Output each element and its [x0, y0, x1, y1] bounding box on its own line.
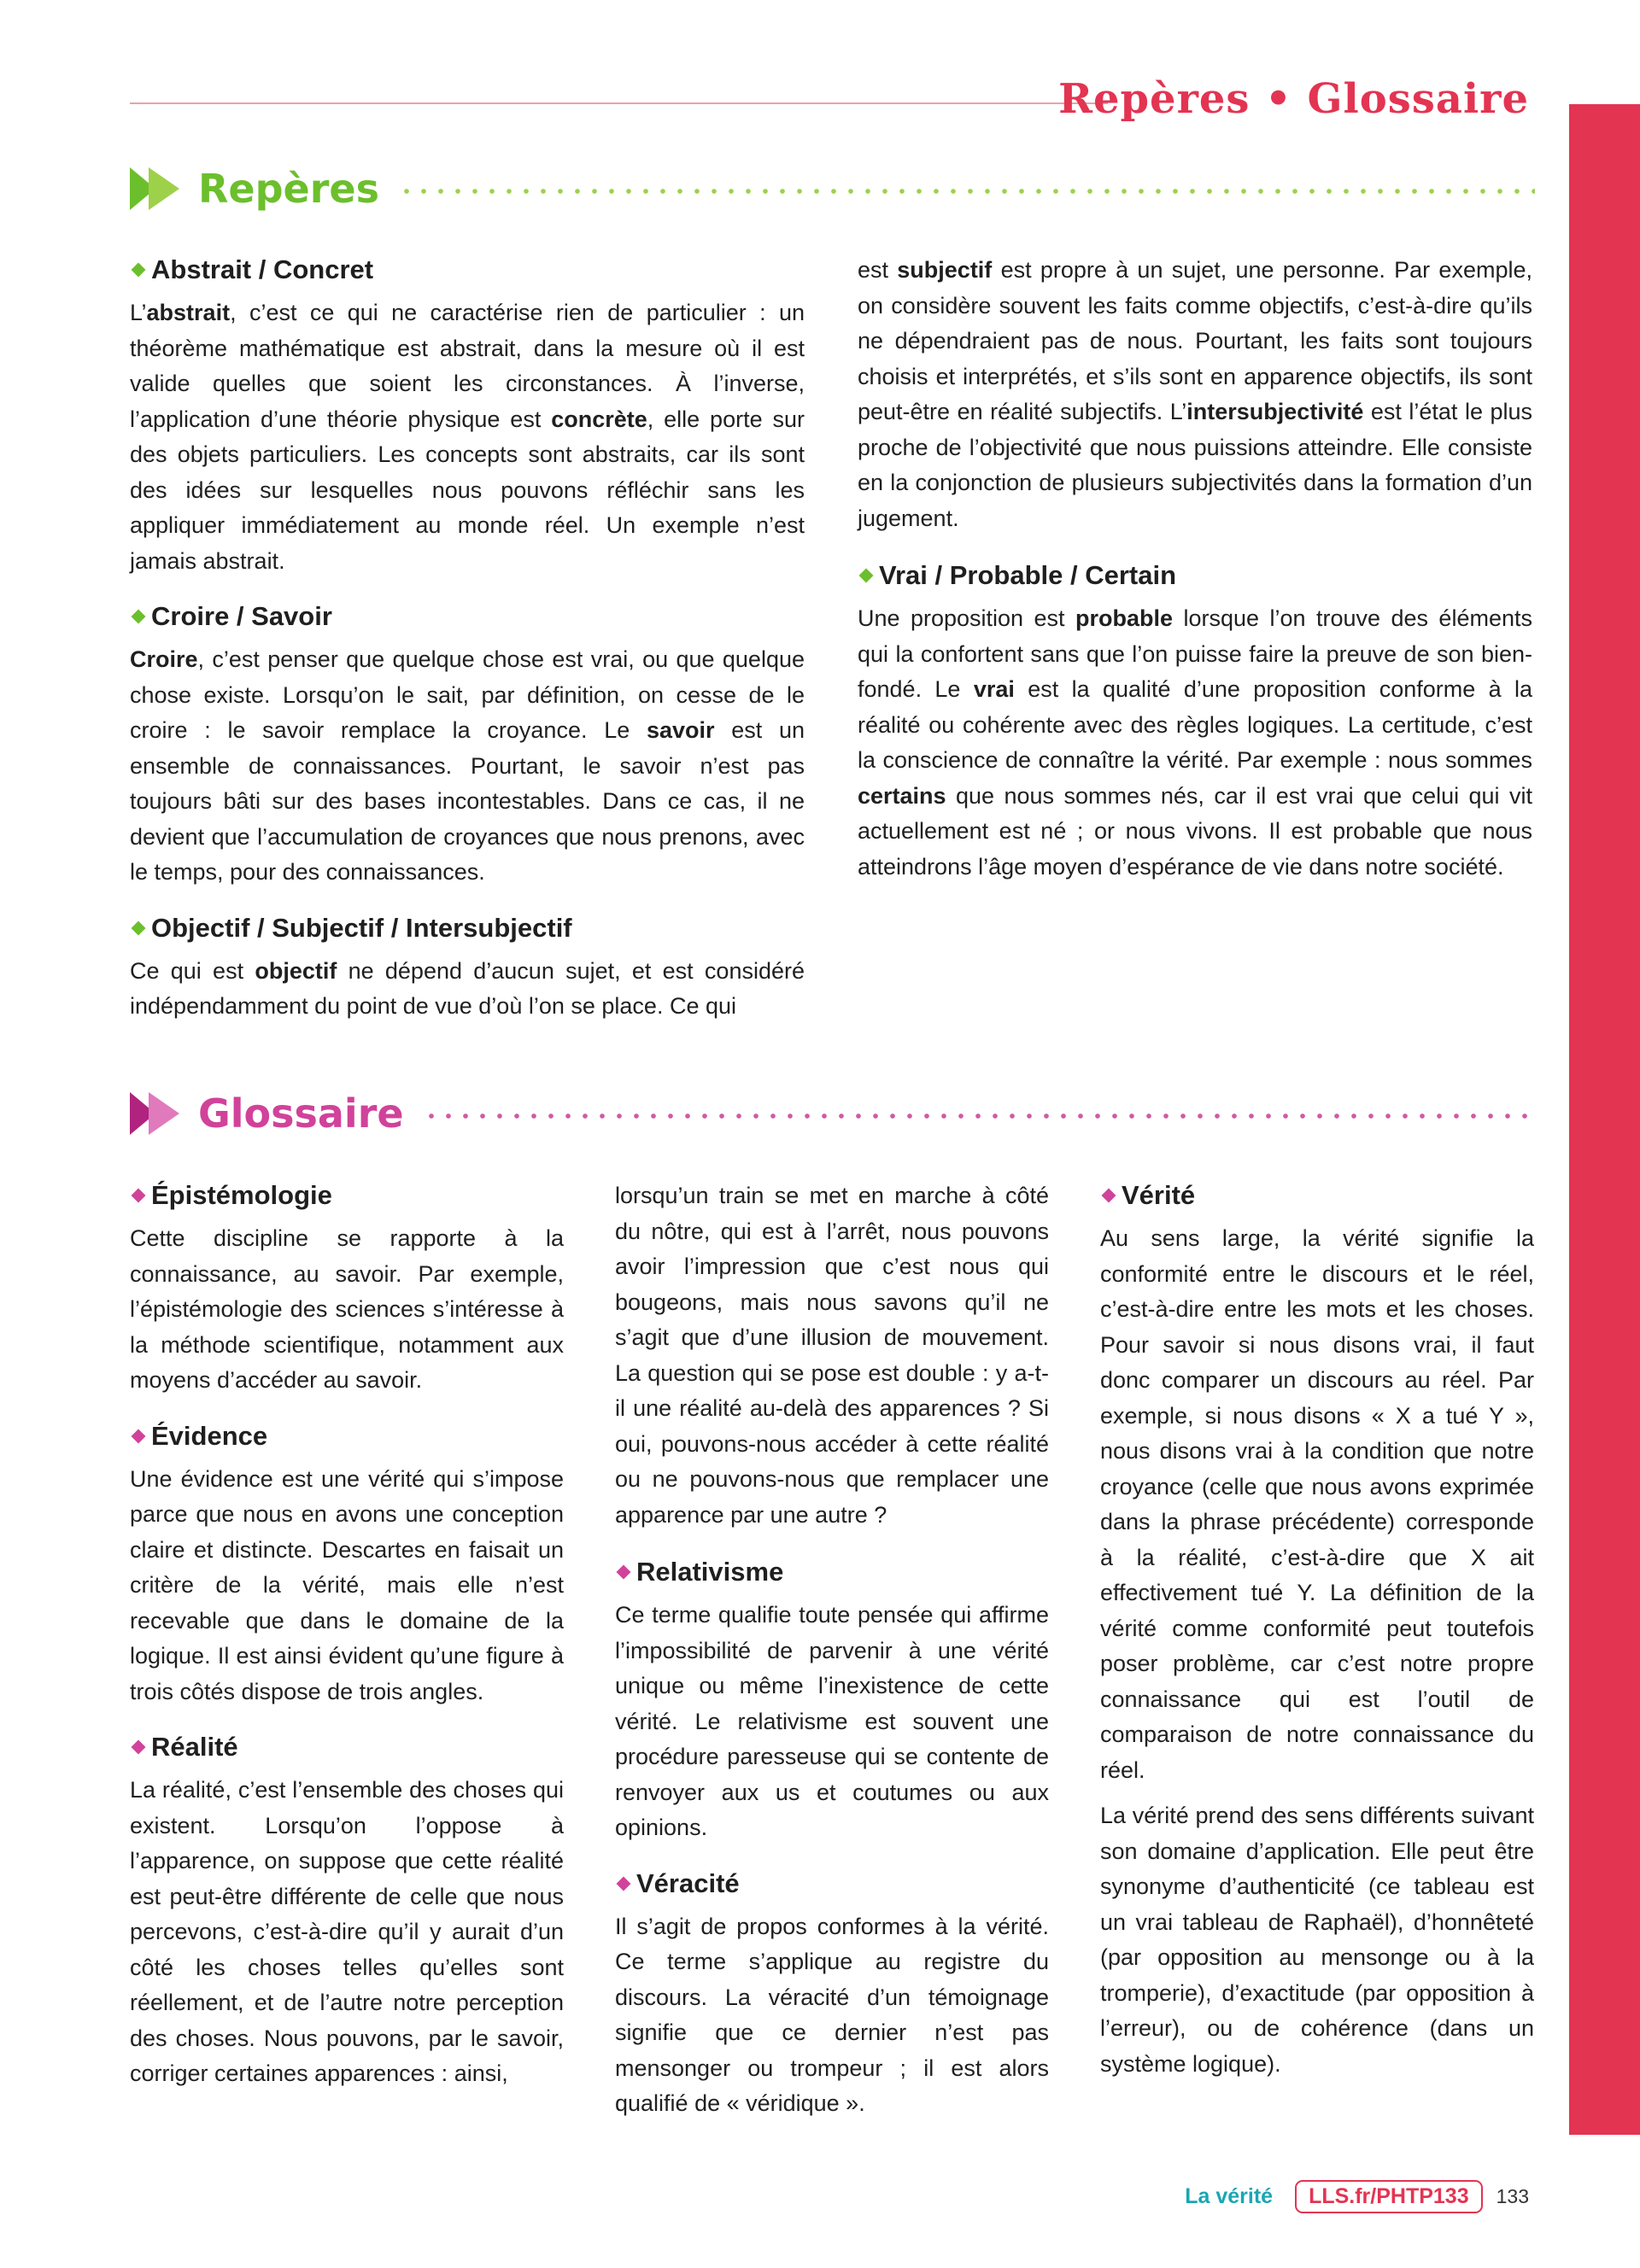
chapter-name: La vérité	[1185, 2184, 1274, 2208]
definition-text: Au sens large, la vérité signifie la conformité entre le discours et le réel, c’est-à-dire entre les mots et les choses. Pour savoir si nous disons vrai, il faut donc comparer un discours au réel. Par exemple, si nous disons « X a tué Y », nous disons vrai à la condition que notre croyance (celle que nous avons exprimée dans la phrase précédente) corresponde à la réalité, c’est-à-dire que X ait effectivement tué Y. La définition de la vérité comme conformité peut toutefois poser problème, car c’est notre propre connaissance qui est l’outil de comparaison de notre connaissance du réel.	[1100, 1225, 1534, 1783]
definition-text: La réalité, c’est l’ensemble des choses qui existent. Lorsqu’on l’oppose à l’apparence, on suppose que cette réalité est peut-être différente de celle que nous percevons, c’est-à-dire qu’il y aurait d’un côté les choses telles qu’elles sont réellement, et de l’autre notre perception des choses. Nous pouvons, par le savoir, corriger certaines apparences : ainsi,	[130, 1777, 564, 2086]
term-title: Objectif / Subjectif / Intersubjectif	[151, 912, 572, 943]
keyword: vrai	[973, 676, 1015, 702]
entry-vrai-probable-certain	[858, 558, 1532, 885]
keyword: concrète	[551, 406, 647, 432]
keyword: subjectif	[897, 257, 993, 283]
diamond-bullet-icon	[1102, 1189, 1116, 1203]
definition-text: Une proposition est probable lorsque l’on trouve des éléments qui la confortent sans que l’on puisse faire la preuve de son bien-fondé. Le vrai est la qualité d’une proposition conforme à la réalité ou cohérente avec des règles logiques. La certitude, c’est la conscience de connaître la vérité. Par exemple : nous sommes certains que nous sommes nés, car il est vrai que celui qui vit actuellement est né ; or nous vivons. Il est probable que nous atteindrons l’âge moyen d’espérance de vie dans notre société.	[858, 605, 1532, 880]
entry-veracite	[615, 1867, 1049, 2122]
diamond-bullet-icon	[132, 921, 146, 935]
entry-abstrait-concret	[130, 253, 805, 579]
definition-text-continued: est subjectif est propre à un sujet, une personne. Par exemple, on considère souvent les faits comme objectifs, c’est-à-dire qu’ils ne dépendraient pas de nous. Pourtant, les faits sont toujours choisis et interprétés, et s’ils sont en apparence objectifs, ils sont peut-être en réalité subjectifs. L’intersubjectivité est l’état le plus proche de l’objectivité que nous puissions atteindre. Elle consiste en la conjonction de plusieurs subjectivités dans la formation d’un jugement.	[858, 257, 1532, 531]
definition-text: Il s’agit de propos conformes à la vérité. Ce terme s’applique au registre du discours. La véracité d’un témoignage signifie que ce dernier n’est pas mensonger ou trompeur ; il est alors qualifié de « véridique ».	[615, 1913, 1049, 2116]
glossaire-column-3	[1100, 1178, 1534, 2082]
definition-text: Croire, c’est penser que quelque chose est vrai, ou que quelque chose existe. Lorsqu’on le sait, par définition, on cesse de le croire : le savoir remplace la croyance. Le savoir est un ensemble de connaissances. Pourtant, le savoir n’est pas toujours bâti sur des bases incontestables. Dans ce cas, il ne devient que l’accumulation de croyances que nous prenons, avec le temps, pour des connaissances.	[130, 646, 805, 885]
term-title: Évidence	[151, 1420, 268, 1451]
dotted-leader	[398, 189, 1535, 194]
diamond-bullet-icon	[132, 1740, 146, 1755]
diamond-bullet-icon	[617, 1565, 631, 1580]
term-title: Véracité	[636, 1868, 740, 1898]
page-footer	[1185, 2180, 1529, 2213]
term-title: Croire / Savoir	[151, 601, 332, 631]
diamond-bullet-icon	[132, 263, 146, 278]
definition-text: L’abstrait, c’est ce qui ne caractérise rien de particulier : un théorème mathématique est abstrait, dans la mesure où il est valide quelles que soient les circonstances. À l’inverse, l’application d’une théorie physique est concrète, elle porte sur des objets particuliers. Les concepts sont abstraits, car ils sont des idées sur lesquelles nous pouvons réfléchir sans les appliquer immédiatement au monde réel. Un exemple n’est jamais abstrait.	[130, 300, 805, 574]
glossaire-heading	[130, 1084, 1535, 1143]
reperes-heading	[130, 159, 1535, 219]
glossaire-column-1	[130, 1178, 564, 2092]
double-arrow-icon	[130, 166, 186, 212]
double-arrow-icon	[130, 1090, 186, 1137]
diamond-bullet-icon	[617, 1876, 631, 1891]
dotted-leader	[423, 1114, 1535, 1119]
definition-text: La vérité prend des sens différents suivant son domaine d’application. Elle peut être synonyme d’authenticité (ce tableau est un vrai tableau de Raphaël), d’honnêteté (par opposition au mensonge ou à la tromperie), d’exactitude (par opposition à l’erreur), ou de cohérence (dans un système logique).	[1100, 1803, 1534, 2077]
term-title: Relativisme	[636, 1557, 784, 1587]
term-title: Réalité	[151, 1732, 238, 1762]
entry-objectif-subjectif	[130, 911, 805, 1025]
running-title: Repères • Glossaire	[1058, 75, 1529, 123]
page-number: 133	[1496, 2185, 1529, 2207]
definition-text: Une évidence est une vérité qui s’impose parce que nous en avons une conception claire et distincte. Descartes en faisait un critère de la vérité, mais elle n’est recevable que dans le domaine de la logique. Il est ainsi évident qu’une figure à trois côtés dispose de trois angles.	[130, 1465, 564, 1704]
chapter-side-tab	[1569, 104, 1640, 2135]
header-rule	[130, 102, 1108, 104]
definition-text-continued: lorsqu’un train se met en marche à côté du nôtre, qui est à l’arrêt, nous pouvons avoir l’impression que c’est nous qui bougeons, mais nous savons qu’il ne s’agit que d’une illusion de mouvement. La question qui se pose est double : y a-t-il une réalité au-delà des apparences ? Si oui, pouvons-nous accéder à cette réalité ou ne pouvons-nous que remplacer une apparence par une autre ?	[615, 1183, 1049, 1528]
diamond-bullet-icon	[132, 610, 146, 624]
entry-realite	[130, 1730, 564, 2092]
glossaire-column-2	[615, 1178, 1049, 2122]
definition-text: Ce terme qualifie toute pensée qui affirme l’impossibilité de parvenir à une vérité unique ou même l’inexistence de cette vérité. Le relativisme est souvent une procédure paresseuse qui se contente de renvoyer aux us et coutumes ou aux opinions.	[615, 1602, 1049, 1840]
term-title: Vérité	[1122, 1180, 1196, 1210]
entry-epistemologie	[130, 1178, 564, 1399]
keyword: savoir	[646, 717, 715, 743]
entry-croire-savoir	[130, 599, 805, 891]
entry-evidence	[130, 1419, 564, 1710]
reperes-title: Repères	[198, 166, 380, 212]
reperes-column-2	[858, 253, 1532, 885]
reperes-column-1	[130, 253, 805, 1025]
term-title: Épistémologie	[151, 1180, 332, 1210]
lls-link[interactable]: LLS.fr/PHTP133	[1295, 2180, 1483, 2213]
keyword: objectif	[255, 957, 337, 984]
glossaire-title: Glossaire	[198, 1090, 404, 1137]
definition-text: Ce qui est objectif ne dépend d’aucun sujet, et est considéré indépendamment du point de vue d’où l’on se place. Ce qui	[130, 957, 805, 1019]
entry-verite	[1100, 1178, 1534, 2082]
term-title: Abstrait / Concret	[151, 254, 374, 284]
keyword: abstrait	[146, 300, 231, 325]
diamond-bullet-icon	[132, 1429, 146, 1443]
keyword: intersubjectivité	[1186, 399, 1364, 424]
definition-text: Cette discipline se rapporte à la connaissance, au savoir. Par exemple, l’épistémologie des sciences s’intéresse à la méthode scientifique, notamment aux moyens d’accéder au savoir.	[130, 1225, 564, 1393]
diamond-bullet-icon	[859, 569, 874, 583]
diamond-bullet-icon	[132, 1189, 146, 1203]
term-title: Vrai / Probable / Certain	[879, 560, 1177, 590]
entry-relativisme	[615, 1555, 1049, 1846]
keyword: certains	[858, 782, 946, 809]
keyword: Croire	[130, 646, 198, 672]
keyword: probable	[1075, 605, 1174, 631]
